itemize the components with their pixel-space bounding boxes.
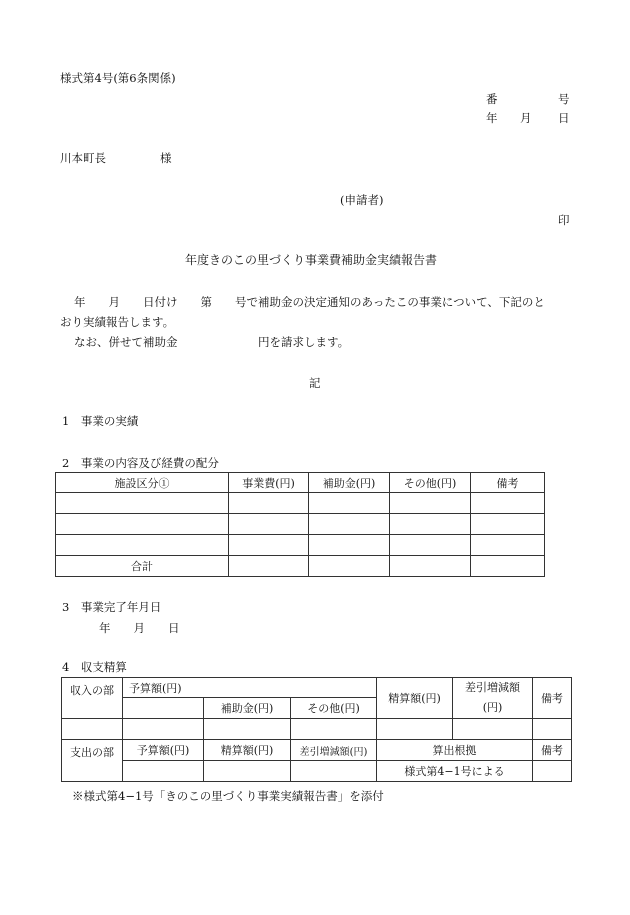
project-cost-header: 事業費(円)	[229, 473, 309, 493]
expense-diff-header: 差引増減額(円)	[291, 740, 377, 761]
attachment-footnote: ※様式第4−1号「きのこの里づくり事業実績報告書」を添付	[72, 789, 384, 803]
table-row	[56, 493, 545, 514]
document-title: 年度きのこの里づくり事業費補助金実績報告書	[185, 253, 438, 267]
applicant-label: (申請者)	[340, 193, 384, 207]
expense-remarks-header: 備考	[533, 740, 572, 761]
number-label: 番	[486, 92, 498, 106]
completion-date: 年 月 日	[99, 621, 180, 635]
form-number: 様式第4号(第6条関係)	[60, 71, 176, 85]
section-1-heading: 1 事業の実績	[62, 414, 139, 428]
income-section-label: 収入の部	[62, 678, 123, 719]
expense-settled-header: 精算額(円)	[204, 740, 291, 761]
addressee-name: 川本町長	[60, 151, 106, 165]
income-settled-header: 精算額(円)	[377, 678, 453, 719]
date-year: 年	[486, 111, 498, 125]
body-line-1: 年 月 日付け 第 号で補助金の決定通知のあったこの事業について、下記のと	[74, 295, 545, 309]
income-remarks-header: 備考	[533, 678, 572, 719]
income-subsidy-header: 補助金(円)	[204, 698, 291, 719]
income-other-header: その他(円)	[291, 698, 377, 719]
section-2-heading: 2 事業の内容及び経費の配分	[62, 456, 219, 470]
number-suffix: 号	[558, 92, 570, 106]
remarks-header: 備考	[471, 473, 545, 493]
expense-budget-header: 予算額(円)	[123, 740, 204, 761]
subsidy-header: 補助金(円)	[309, 473, 390, 493]
body-line-2: おり実績報告します。	[60, 315, 175, 329]
seal-mark: 印	[558, 213, 570, 227]
expense-basis-value: 様式第4−1号による	[377, 761, 533, 782]
section-3-heading: 3 事業完了年月日	[62, 600, 162, 614]
addressee-honorific: 様	[160, 151, 172, 165]
total-label: 合計	[56, 556, 229, 577]
expense-basis-header: 算出根拠	[377, 740, 533, 761]
table-row	[56, 514, 545, 535]
income-diff-header: 差引増減額 (円)	[453, 678, 533, 719]
cost-allocation-table	[55, 472, 545, 577]
ki-marker: 記	[309, 376, 321, 390]
income-budget-header: 予算額(円)	[123, 678, 377, 698]
expense-section-label: 支出の部	[62, 740, 123, 782]
date-day: 日	[558, 111, 570, 125]
table-row	[62, 719, 572, 740]
settlement-table	[61, 677, 572, 782]
facility-category-header: 施設区分①	[56, 473, 229, 493]
body-line-3: なお、併せて補助金 円を請求します。	[74, 335, 350, 349]
section-4-heading: 4 収支精算	[62, 660, 127, 674]
table-row	[56, 535, 545, 556]
other-header: その他(円)	[390, 473, 471, 493]
date-month: 月	[520, 111, 532, 125]
